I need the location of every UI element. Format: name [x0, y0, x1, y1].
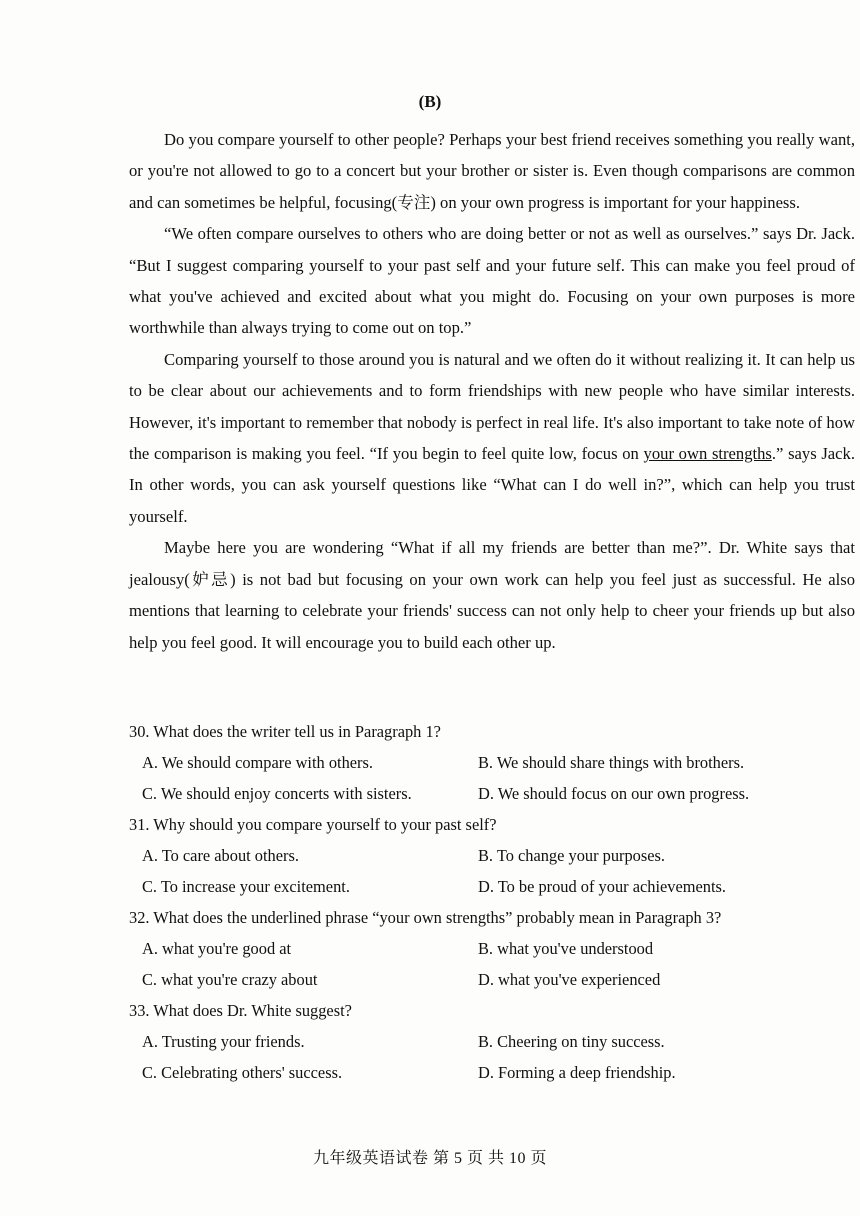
- option-row: [129, 933, 829, 964]
- underlined-phrase: your own strengths: [643, 444, 772, 464]
- option-c: C. To increase your excitement.: [142, 877, 350, 896]
- option-b: B. We should share things with brothers.: [478, 753, 745, 772]
- question-stem: 32. What does the underlined phrase “your own strengths” probably mean in Paragraph 3?: [129, 908, 722, 927]
- paragraph-1: Do you compare yourself to other people? Perhaps your best friend receives something you really want, or you're not allowed to go to a concert but your brother or sister is. Even though comparisons are common and can sometimes be helpful, focusing(专注) on your own progress is important for your happiness.: [129, 130, 855, 212]
- option-row: [129, 778, 829, 809]
- section-title: (B): [418, 92, 442, 111]
- question-33: [129, 995, 829, 1088]
- option-d: D. To be proud of your achievements.: [478, 877, 726, 896]
- page-footer: 九年级英语试卷 第 5 页 共 10 页: [312, 1150, 547, 1167]
- paragraph-3: [129, 344, 855, 532]
- option-d: D. We should focus on our own progress.: [478, 784, 750, 803]
- question-stem: 31. Why should you compare yourself to your past self?: [129, 815, 497, 834]
- option-row: [129, 747, 829, 778]
- option-a: A. Trusting your friends.: [142, 1032, 305, 1051]
- question-31: [129, 809, 829, 902]
- option-a: A. We should compare with others.: [142, 753, 373, 772]
- option-c: C. We should enjoy concerts with sisters.: [142, 784, 412, 803]
- option-row: [129, 871, 829, 902]
- paragraph-2: “We often compare ourselves to others who are doing better or not as well as ourselves.” says Dr. Jack. “But I suggest comparing yourself to your past self and your future self. This can make you feel proud of what you've achieved and excited about what you might do. Focusing on your own purposes is more worthwhile than always trying to come out on top.”: [129, 224, 855, 338]
- question-list: [129, 716, 829, 1088]
- option-c: C. what you're crazy about: [142, 970, 318, 989]
- option-d: D. Forming a deep friendship.: [478, 1063, 676, 1082]
- question-32: [129, 902, 829, 995]
- option-b: B. To change your purposes.: [478, 846, 666, 865]
- option-row: [129, 1026, 829, 1057]
- option-b: B. Cheering on tiny success.: [478, 1032, 665, 1051]
- reading-passage: [129, 124, 855, 658]
- paragraph-3-text-before: Comparing yourself to those around you is natural and we often do it without realizing it. It can help us to be clear about our achievements and to form friendships with new people who have similar interests. However, it's important to remember that nobody is perfect in real life. It's also important to take note of how the comparison is making you feel. “If you begin to feel quite low, focus on: [129, 349, 855, 464]
- option-row: [129, 964, 829, 995]
- option-row: [129, 1057, 829, 1088]
- option-a: A. To care about others.: [142, 846, 299, 865]
- paragraph-4: Maybe here you are wondering “What if all my friends are better than me?”. Dr. White says that jealousy(妒忌) is not bad but focusing on your own work can help you feel just as successful. He also mentions that learning to celebrate your friends' success can not only help to cheer your friends up but also help you feel good. It will encourage you to build each other up.: [129, 538, 855, 652]
- paragraph-3-text-after: .” says Jack. In other words, you can ask yourself questions like “What can I do well in?”, which can help you trust yourself.: [129, 444, 855, 526]
- option-d: D. what you've experienced: [478, 970, 661, 989]
- question-stem: 33. What does Dr. White suggest?: [129, 1001, 352, 1020]
- option-b: B. what you've understood: [478, 939, 654, 958]
- question-stem: 30. What does the writer tell us in Paragraph 1?: [129, 722, 441, 741]
- option-a: A. what you're good at: [142, 939, 292, 958]
- option-row: [129, 840, 829, 871]
- option-c: C. Celebrating others' success.: [142, 1063, 343, 1082]
- question-30: [129, 716, 829, 809]
